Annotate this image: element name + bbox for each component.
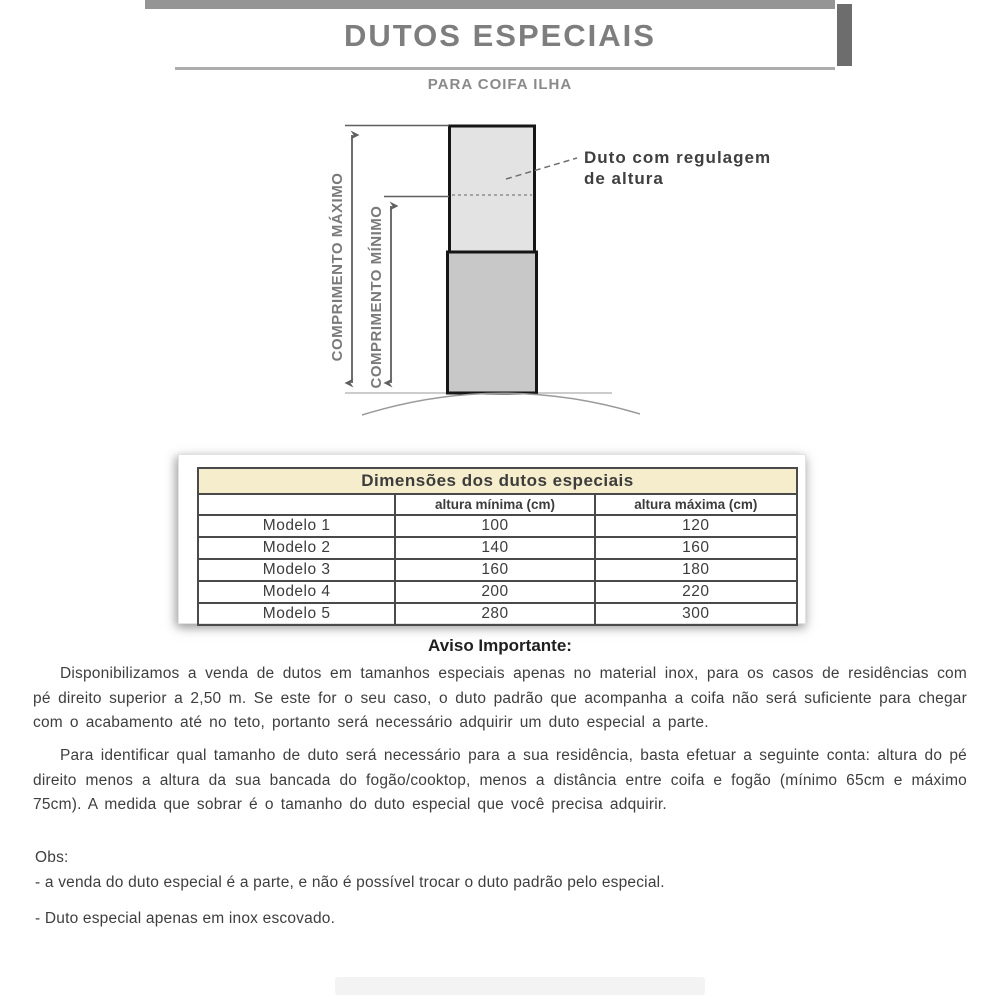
table-col-empty	[198, 494, 395, 515]
cell-model: Modelo 2	[198, 537, 395, 559]
cell-max: 160	[595, 537, 797, 559]
page-title: DUTOS ESPECIAIS	[344, 18, 656, 53]
obs-item-2: - Duto especial apenas em inox escovado.	[35, 910, 336, 927]
cell-model: Modelo 4	[198, 581, 395, 603]
notice-heading: Aviso Importante:	[428, 636, 572, 655]
annotation-line1: Duto com regulagem	[584, 148, 772, 167]
table-row	[198, 537, 797, 559]
cell-max: 220	[595, 581, 797, 603]
footer-smudge	[335, 977, 705, 995]
cell-min: 160	[395, 559, 594, 581]
table-row	[198, 515, 797, 537]
table-row	[198, 603, 797, 625]
obs-block	[35, 845, 965, 931]
cell-min: 100	[395, 515, 594, 537]
notice-paragraph-1: Disponibilizamos a venda de dutos em tamanhos especiais apenas no material inox, para os casos de residências com pé direito superior a 2,50 m. Se este for o seu caso, o duto padrão que acompanha a coifa não será suficiente para chegar com o acabamento até no teto, portanto será necessário adquirir um duto especial a parte.	[33, 665, 967, 731]
table-col-min: altura mínima (cm)	[395, 494, 594, 515]
page-subtitle: PARA COIFA ILHA	[427, 76, 573, 93]
cell-min: 140	[395, 537, 594, 559]
duct-upper-section	[450, 126, 535, 252]
duct-lower-section	[448, 252, 537, 393]
dimensions-table	[197, 467, 798, 626]
hood-canopy-curve	[362, 393, 640, 415]
cell-model: Modelo 3	[198, 559, 395, 581]
cell-model: Modelo 5	[198, 603, 395, 625]
cell-model: Modelo 1	[198, 515, 395, 537]
obs-heading: Obs:	[35, 849, 69, 866]
table-title: Dimensões dos dutos especiais	[198, 468, 797, 494]
table-row	[198, 581, 797, 603]
duct-diagram	[0, 0, 1000, 445]
cell-max: 300	[595, 603, 797, 625]
table-col-max: altura máxima (cm)	[595, 494, 797, 515]
label-comprimento-minimo: COMPRIMENTO MÍNIMO	[368, 205, 385, 389]
annotation-line2: de altura	[584, 169, 664, 188]
table-row	[198, 559, 797, 581]
cell-min: 200	[395, 581, 594, 603]
cell-max: 180	[595, 559, 797, 581]
notice-paragraph-2: Para identificar qual tamanho de duto será necessário para a sua residência, basta efetuar a seguinte conta: altura do pé direito menos a altura da sua bancada do fogão/cooktop, menos a distância entre coifa e fogão (mínimo 65cm e máximo 75cm). A medida que sobrar é o tamanho do duto especial que você precisa adquirir.	[33, 747, 967, 813]
label-comprimento-maximo: COMPRIMENTO MÁXIMO	[329, 172, 346, 362]
dimensions-table-card	[178, 454, 806, 624]
cell-max: 120	[595, 515, 797, 537]
cell-min: 280	[395, 603, 594, 625]
obs-item-1: - a venda do duto especial é a parte, e não é possível trocar o duto padrão pelo especial.	[35, 874, 665, 891]
table-header-row	[198, 494, 797, 515]
